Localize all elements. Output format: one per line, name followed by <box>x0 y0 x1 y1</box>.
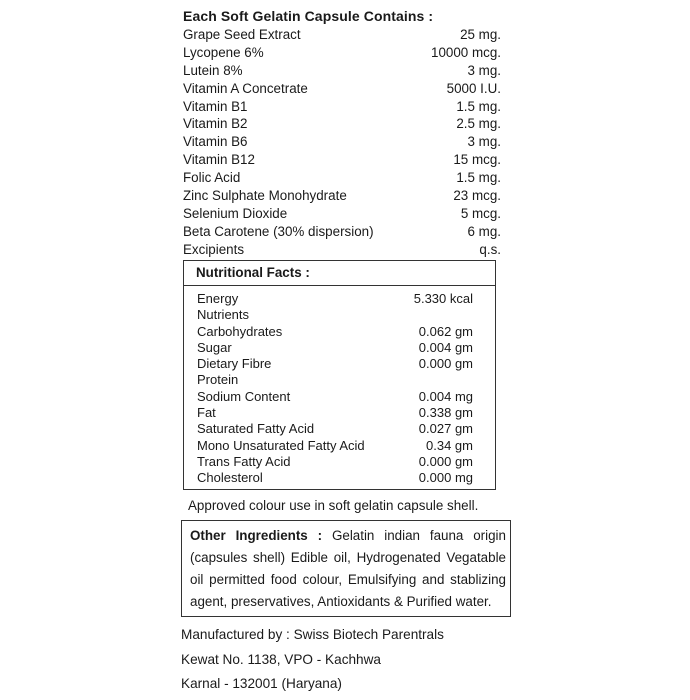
nutrient-name: Nutrients <box>197 307 250 323</box>
nutrient-name: Saturated Fatty Acid <box>197 421 315 437</box>
nutrient-name: Trans Fatty Acid <box>197 453 291 469</box>
ingredient-name: Lutein 8% <box>183 62 243 78</box>
nutrition-row <box>197 356 473 372</box>
nutrition-row <box>197 421 473 437</box>
nutrient-value: 0.000 mg <box>418 470 473 486</box>
manufacturer-city-line: Karnal - 132001 (Haryana) <box>181 676 342 691</box>
composition-row <box>183 44 501 62</box>
nutrient-name: Carbohydrates <box>197 323 283 339</box>
ingredient-name: Folic Acid <box>183 170 241 186</box>
nutrition-row <box>197 470 473 486</box>
nutrition-row <box>197 454 473 470</box>
ingredient-amount: 2.5 mg. <box>456 116 501 132</box>
other-ingredients-label: Other Ingredients : <box>190 528 323 543</box>
nutrition-row <box>197 307 473 323</box>
manufacturer-address-line: Kewat No. 1138, VPO - Kachhwa <box>181 651 381 667</box>
nutrition-row <box>197 438 473 454</box>
nutrition-row <box>197 405 473 421</box>
composition-row <box>183 115 501 133</box>
ingredient-amount: 10000 mcg. <box>431 44 501 60</box>
composition-row <box>183 223 501 241</box>
composition-title: Each Soft Gelatin Capsule Contains : <box>183 8 434 24</box>
nutrient-name: Protein <box>197 372 239 388</box>
ingredient-amount: 25 mg. <box>460 27 501 42</box>
nutrition-list <box>197 291 473 487</box>
nutrient-value: 0.027 gm <box>418 421 473 437</box>
nutrient-value: 0.062 gm <box>418 323 473 339</box>
ingredient-name: Vitamin B12 <box>183 152 255 168</box>
nutrient-value: 0.000 gm <box>418 356 473 372</box>
composition-row <box>183 187 501 205</box>
nutrient-name: Fat <box>197 405 216 421</box>
other-ingredients-box <box>181 520 511 617</box>
nutrition-row <box>197 372 473 388</box>
composition-row <box>183 241 501 259</box>
ingredient-name: Beta Carotene (30% dispersion) <box>183 223 374 239</box>
nutrient-name: Cholesterol <box>197 470 263 486</box>
composition-row <box>183 133 501 151</box>
nutrient-name: Mono Unsaturated Fatty Acid <box>197 437 365 453</box>
ingredient-amount: 5000 I.U. <box>446 80 501 96</box>
ingredient-amount: 5 mcg. <box>460 205 501 221</box>
ingredient-amount: 6 mg. <box>467 223 501 239</box>
manufacturer-block <box>181 623 444 697</box>
ingredient-name: Zinc Sulphate Monohydrate <box>183 188 347 204</box>
ingredient-amount: 3 mg. <box>467 62 501 78</box>
ingredient-amount: 1.5 mg. <box>456 98 501 114</box>
nutrition-row <box>197 389 473 405</box>
ingredient-name: Vitamin B6 <box>183 134 248 150</box>
nutrient-value: 0.000 gm <box>418 453 473 469</box>
ingredient-amount: 23 mcg. <box>453 188 501 204</box>
other-ingredients-text <box>190 525 506 613</box>
composition-row <box>183 80 501 98</box>
composition-row <box>183 169 501 187</box>
nutrient-value: 0.34 gm <box>426 437 473 453</box>
ingredient-name: Excipients <box>183 241 245 257</box>
composition-row <box>183 26 501 44</box>
nutrient-value: 0.004 gm <box>418 339 473 355</box>
composition-list <box>183 26 501 259</box>
ingredient-name: Vitamin A Concetrate <box>183 80 308 96</box>
ingredient-name: Lycopene 6% <box>183 44 264 60</box>
ingredient-name: Selenium Dioxide <box>183 205 288 221</box>
ingredient-name: Grape Seed Extract <box>183 27 301 42</box>
composition-row <box>183 62 501 80</box>
other-ingredients-body: Gelatin indian fauna origin (capsules shell) Edible oil, Hydrogenated Vegatable oil permitted food colour, Emulsifying and stablizing agent, preservatives, Antioxidants & Purified water. <box>190 528 506 609</box>
ingredient-name: Vitamin B1 <box>183 98 248 114</box>
nutrition-facts-title: Nutritional Facts : <box>196 265 310 280</box>
nutrient-value: 0.004 mg <box>418 388 473 404</box>
approved-colour-note: Approved colour use in soft gelatin capsule shell. <box>188 498 479 513</box>
composition-row <box>183 151 501 169</box>
ingredient-amount: q.s. <box>479 241 501 257</box>
nutrition-row <box>197 291 473 307</box>
nutrition-row <box>197 324 473 340</box>
manufacturer-line: Manufactured by : Swiss Biotech Parentrals <box>181 627 444 642</box>
nutrition-facts-box <box>183 260 496 490</box>
nutrient-name: Sodium Content <box>197 388 291 404</box>
composition-row <box>183 205 501 223</box>
nutrient-value: 5.330 kcal <box>413 291 473 306</box>
nutrient-value: 0.338 gm <box>418 405 473 421</box>
nutrient-name: Sugar <box>197 339 232 355</box>
ingredient-amount: 15 mcg. <box>453 152 501 168</box>
nutrient-name: Dietary Fibre <box>197 356 272 372</box>
ingredient-amount: 1.5 mg. <box>456 170 501 186</box>
composition-row <box>183 98 501 116</box>
nutrition-row <box>197 340 473 356</box>
ingredient-name: Vitamin B2 <box>183 116 248 132</box>
nutrient-name: Energy <box>197 291 239 306</box>
nutrition-facts-header <box>184 261 495 286</box>
ingredient-amount: 3 mg. <box>467 134 501 150</box>
